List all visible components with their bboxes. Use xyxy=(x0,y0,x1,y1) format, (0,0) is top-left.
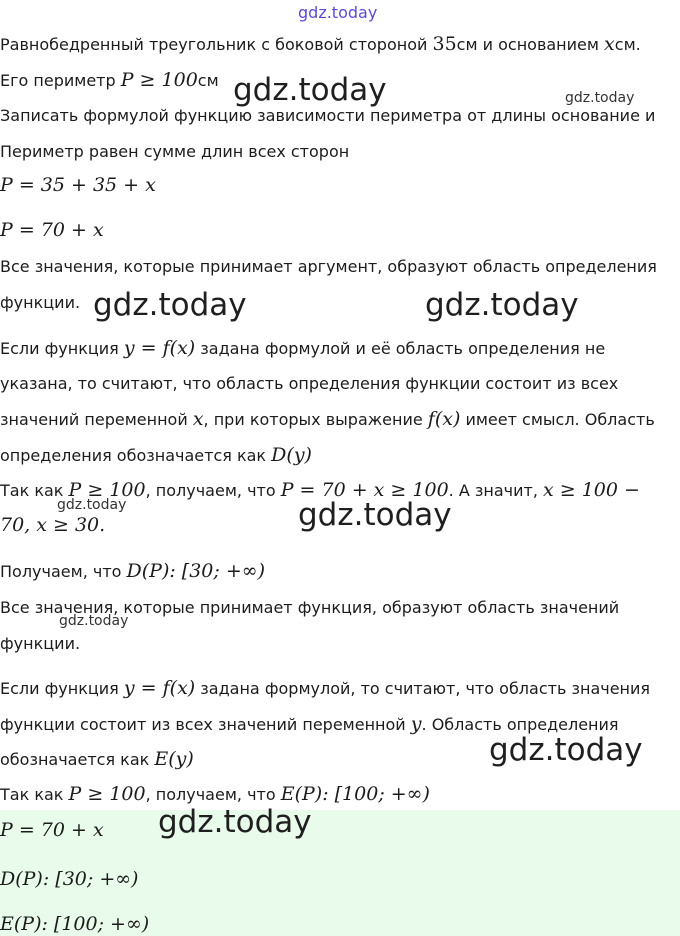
text: , получаем, что xyxy=(145,481,281,500)
math: E(P): [100; +∞) xyxy=(280,783,430,805)
text: Так как xyxy=(0,481,69,500)
text-line-5: Все значения, которые принимает аргумент, образуют область определения xyxy=(0,257,657,276)
math: y xyxy=(410,713,422,735)
text: определения обозначается как xyxy=(0,446,272,465)
math: y = f(x) xyxy=(123,677,196,699)
formula-2: P = 70 + x xyxy=(0,219,104,241)
text: Так как xyxy=(0,785,69,804)
text: Его периметр xyxy=(0,71,121,90)
math: P ≥ 100 xyxy=(68,783,146,805)
answer-1: P = 70 + x xyxy=(0,819,104,841)
text: задана формулой, то считают, что область значения xyxy=(195,679,651,698)
text: см и основанием xyxy=(456,35,605,54)
math: P = 70 + x ≥ 100 xyxy=(280,479,449,501)
text-line-12: 70, x ≥ 30. xyxy=(0,514,106,536)
text: Получаем, что xyxy=(0,562,127,581)
text-line-16 xyxy=(0,676,650,701)
math: x ≥ 100 − xyxy=(543,479,640,501)
text: . Область определения xyxy=(421,715,619,734)
text: , получаем, что xyxy=(145,785,281,804)
text-line-10 xyxy=(0,443,312,468)
math: f(x) xyxy=(427,408,461,430)
math: D(y) xyxy=(271,444,312,466)
watermark-small: gdz.today xyxy=(565,90,635,106)
text: обозначается как xyxy=(0,750,155,769)
text: Если функция xyxy=(0,679,124,698)
text: значений переменной xyxy=(0,410,193,429)
math: P ≥ 100 xyxy=(68,479,146,501)
answer-3: E(P): [100; +∞) xyxy=(0,913,150,935)
text-line-6: функции. xyxy=(0,293,81,312)
text-line-9 xyxy=(0,407,655,432)
formula-1: P = 35 + 35 + x xyxy=(0,174,156,196)
text: функции состоит из всех значений переменной xyxy=(0,715,411,734)
text-line-18 xyxy=(0,747,194,772)
text-line-7 xyxy=(0,336,605,361)
math: y = f(x) xyxy=(123,337,196,359)
watermark: gdz.today xyxy=(298,497,452,533)
math: x xyxy=(192,408,204,430)
text-line-14: Все значения, которые принимает функция, образуют область значений xyxy=(0,598,620,617)
watermark: gdz.today xyxy=(158,804,312,840)
text: Равнобедренный треугольник с боковой стороной xyxy=(0,35,433,54)
text-line-4: Периметр равен сумме длин всех сторон xyxy=(0,142,350,161)
text: . А значит, xyxy=(448,481,543,500)
text-line-1 xyxy=(0,32,641,57)
text-line-3: Записать формулой функцию зависимости периметра от длины основание и xyxy=(0,106,656,125)
text-line-15: функции. xyxy=(0,634,81,653)
watermark-top: gdz.today xyxy=(298,3,378,22)
text: имеет смысл. Область xyxy=(460,410,655,429)
math: D(P): [30; +∞) xyxy=(126,560,265,582)
math: x xyxy=(604,33,615,55)
text: , при которых выражение xyxy=(203,410,428,429)
watermark-small: gdz.today xyxy=(59,613,129,629)
text: см. xyxy=(614,35,641,54)
math: 35 xyxy=(432,33,457,55)
answer-2: D(P): [30; +∞) xyxy=(0,868,139,890)
watermark: gdz.today xyxy=(489,732,643,768)
watermark: gdz.today xyxy=(425,287,579,323)
watermark-small: gdz.today xyxy=(57,497,127,513)
text-line-2 xyxy=(0,68,219,93)
watermark: gdz.today xyxy=(233,72,387,108)
math: E(y) xyxy=(154,748,194,770)
text: см xyxy=(197,71,219,90)
watermark: gdz.today xyxy=(93,287,247,323)
math: P ≥ 100 xyxy=(120,69,198,91)
text-line-8: указана, то считают, что область определения функции состоит из всех xyxy=(0,374,619,393)
text: Если функция xyxy=(0,339,124,358)
text-line-13 xyxy=(0,559,265,584)
text: задана формулой и её область определения не xyxy=(195,339,606,358)
